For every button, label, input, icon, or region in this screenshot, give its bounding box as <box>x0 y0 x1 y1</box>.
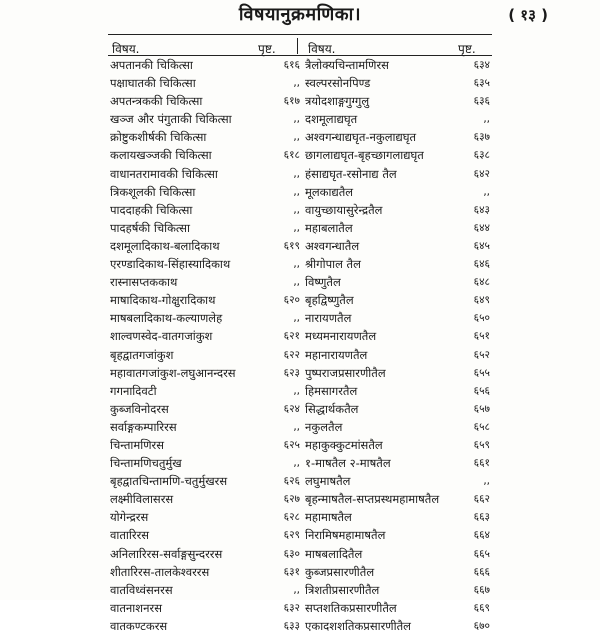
entry-subject: त्रिकशूलकी चिकित्सा <box>110 184 196 199</box>
entry-page: ६५१ <box>473 330 490 343</box>
header-top-rule <box>108 34 492 35</box>
entry-page: ६५९ <box>473 438 490 451</box>
index-entry <box>305 454 490 472</box>
entry-subject: महाबलातैल <box>305 220 353 235</box>
entry-page: ६६२ <box>473 493 490 506</box>
entry-page: ६६१ <box>473 457 490 470</box>
entry-page: ,, <box>293 457 300 470</box>
index-entry <box>110 56 300 74</box>
entry-subject: क्रोष्टुकशीर्षकी चिकित्सा <box>110 130 207 145</box>
index-entry <box>110 309 300 327</box>
index-entry <box>305 382 490 400</box>
entry-page: ६६९ <box>473 601 490 614</box>
entry-subject: त्रैलोक्यचिन्तामणिरस <box>305 58 389 72</box>
index-entry <box>110 110 300 128</box>
entry-page: ६३१ <box>283 565 300 578</box>
entry-page: ६५८ <box>473 420 490 433</box>
index-entry <box>110 508 300 526</box>
entry-page: ,, <box>483 475 490 488</box>
entry-page: ६३२ <box>283 601 300 614</box>
entry-subject: त्रयोदशाङ्गगुग्गुलु <box>305 94 370 109</box>
entry-page: ६२९ <box>283 529 300 542</box>
entry-page: ६६३ <box>473 511 490 524</box>
entry-page: ६४३ <box>473 203 490 216</box>
index-entry <box>305 617 490 635</box>
index-entry <box>110 74 300 92</box>
left-page-header: पृष्ट. <box>258 42 276 56</box>
index-entry <box>305 92 490 110</box>
entry-subject: बृहद्वातगजांकुश <box>110 347 174 362</box>
index-entry <box>110 454 300 472</box>
index-entry <box>110 165 300 183</box>
index-entry <box>305 364 490 382</box>
header-divider <box>297 38 298 54</box>
entry-page: ६२१ <box>283 330 300 343</box>
entry-subject: वाधानतरामावकी चिकित्सा <box>110 166 218 181</box>
entry-subject: त्रिशतीप्रसारणीतैल <box>305 582 380 597</box>
index-entry <box>110 617 300 635</box>
index-entry <box>305 400 490 418</box>
entry-subject: एकादशशतिकप्रसारणीतैल <box>305 618 411 633</box>
entry-subject: गगनादिवटी <box>110 383 157 398</box>
entry-subject: सिद्धार्थकतैल <box>305 401 359 416</box>
index-entry <box>305 291 490 309</box>
entry-page: ६१९ <box>283 239 300 252</box>
entry-page: ६३४ <box>473 59 490 71</box>
entry-subject: चिन्तामणिचतुर्मुख <box>110 456 182 471</box>
index-entry <box>110 436 300 454</box>
entry-page: ६३८ <box>473 149 490 162</box>
entry-page: ,, <box>483 185 490 198</box>
entry-page: ६२४ <box>283 402 300 415</box>
index-entry <box>110 526 300 544</box>
entry-subject: एरण्डादिकाथ-सिंहास्यादिकाथ <box>110 257 231 272</box>
entry-subject: निरामिषमहामाषतैल <box>305 528 386 543</box>
entry-subject: माषबलादिकाथ-कल्याणलेह <box>110 311 223 326</box>
index-entry <box>110 400 300 418</box>
entry-subject: सर्वाङ्गकम्पारिरस <box>110 419 177 434</box>
entry-subject: स्वल्परसोनपिण्ड <box>305 76 371 91</box>
index-entry <box>305 273 490 291</box>
entry-page: ६२३ <box>283 366 300 379</box>
entry-page: ,, <box>293 203 300 216</box>
entry-subject: महावातगजांकुश-लघुआनन्दरस <box>110 365 236 380</box>
index-entry <box>305 74 490 92</box>
index-entry <box>110 146 300 164</box>
entry-subject: अश्वगन्धातैल <box>305 238 360 253</box>
right-index-column <box>305 56 490 635</box>
entry-subject: योगेन्द्ररस <box>110 510 149 525</box>
entry-subject: खञ्ज और पंगुताकी चिकित्सा <box>110 112 232 127</box>
entry-page: ६५५ <box>473 366 490 379</box>
entry-subject: श्रीगोपाल तैल <box>305 257 361 272</box>
index-entry <box>305 526 490 544</box>
entry-page: ६१८ <box>283 149 300 162</box>
entry-page: ६६५ <box>473 547 490 560</box>
entry-subject: मूलकाद्यतैल <box>305 184 354 199</box>
entry-subject: रास्नासप्तककाथ <box>110 275 178 290</box>
entry-page: ६४९ <box>473 294 490 307</box>
index-entry <box>305 508 490 526</box>
entry-page: ६२० <box>283 294 300 307</box>
index-entry <box>110 364 300 382</box>
entry-subject: पादहर्षकी चिकित्सा <box>110 220 190 235</box>
entry-subject: शाल्वणस्वेद-वातगजांकुश <box>110 329 213 344</box>
page-title: विषयानुक्रमणिका। <box>238 4 362 25</box>
index-entry <box>305 563 490 581</box>
entry-page: ६२६ <box>283 475 300 488</box>
left-subject-header: विषय. <box>112 42 140 56</box>
entry-page: ६२८ <box>283 511 300 524</box>
entry-page: ६४६ <box>473 258 490 271</box>
entry-page: ६५० <box>473 312 490 325</box>
index-entry <box>305 56 490 74</box>
index-entry <box>305 237 490 255</box>
entry-subject: महामाषतैल <box>305 510 352 525</box>
right-page-header: पृष्ट. <box>458 42 476 56</box>
index-entry <box>110 291 300 309</box>
entry-page: ,, <box>293 258 300 271</box>
entry-subject: छागलाद्यघृत-बृहच्छागलाद्यघृत <box>305 148 424 163</box>
entry-page: ,, <box>483 113 490 126</box>
index-entry <box>110 327 300 345</box>
entry-page: ,, <box>293 131 300 144</box>
entry-subject: बृहन्माषतैल-सप्तप्रस्थमहामाषतैल <box>305 492 440 507</box>
index-entry <box>305 581 490 599</box>
entry-page: ६५२ <box>473 348 490 361</box>
entry-page: ६२७ <box>283 493 300 506</box>
entry-subject: बृहद्वातचिन्तामणि-चतुर्मुखरस <box>110 474 228 489</box>
index-entry <box>110 490 300 508</box>
left-index-column <box>110 56 300 635</box>
index-entry <box>110 183 300 201</box>
entry-subject: विष्णुतैल <box>305 275 341 290</box>
entry-subject: पाददाहकी चिकित्सा <box>110 202 193 217</box>
entry-subject: महाकुक्कुटमांसतैल <box>305 437 383 452</box>
entry-subject: कुब्जप्रसारणीतैल <box>305 564 375 579</box>
index-entry <box>305 418 490 436</box>
page-number: ( १३ ) <box>508 6 548 24</box>
entry-page: ,, <box>293 167 300 180</box>
index-entry <box>110 201 300 219</box>
entry-subject: सप्तशतिकप्रसारणीतैल <box>305 600 397 615</box>
entry-page: ६१७ <box>283 95 300 108</box>
entry-page: ६३३ <box>283 619 300 632</box>
entry-subject: वातकण्टकरस <box>110 618 168 633</box>
entry-page: ६४८ <box>473 276 490 289</box>
entry-page: ,, <box>293 583 300 596</box>
entry-subject: लघुमाषतैल <box>305 474 351 489</box>
entry-page: ६५६ <box>473 384 490 397</box>
index-entry <box>110 346 300 364</box>
index-entry <box>110 382 300 400</box>
entry-subject: पक्षाघातकी चिकित्सा <box>110 76 196 91</box>
entry-subject: वातनाशनरस <box>110 600 162 615</box>
index-entry <box>305 309 490 327</box>
index-entry <box>305 146 490 164</box>
entry-page: ६२५ <box>283 438 300 451</box>
index-entry <box>110 563 300 581</box>
entry-page: ,, <box>293 77 300 90</box>
entry-subject: शीतारिरस-तालकेश्वररस <box>110 564 210 579</box>
entry-subject: पुष्पराजप्रसारणीतैल <box>305 365 386 380</box>
entry-page: ६६४ <box>473 529 490 542</box>
index-entry <box>305 436 490 454</box>
entry-page: ६४५ <box>473 239 490 252</box>
index-entry <box>110 92 300 110</box>
entry-page: ६३७ <box>473 131 490 144</box>
index-entry <box>110 219 300 237</box>
entry-subject: नकुलतैल <box>305 419 343 434</box>
entry-page: ६३६ <box>473 95 490 108</box>
index-entry <box>110 418 300 436</box>
entry-subject: मध्यमनारायणतैल <box>305 329 377 344</box>
entry-subject: लक्ष्मीविलासरस <box>110 492 174 507</box>
entry-subject: बृहद्विष्णुतैल <box>305 293 354 308</box>
index-entry <box>110 545 300 563</box>
index-entry <box>110 599 300 617</box>
entry-page: ६५७ <box>473 402 490 415</box>
entry-subject: चिन्तामणिरस <box>110 437 165 452</box>
entry-page: ६६६ <box>473 565 490 578</box>
entry-page: ६७० <box>473 619 490 632</box>
index-entry <box>305 219 490 237</box>
entry-subject: दशमूलादिकाथ-बलादिकाथ <box>110 238 220 253</box>
index-entry <box>305 346 490 364</box>
entry-subject: कुब्जविनोदरस <box>110 401 169 416</box>
entry-subject: माषबलादितैल <box>305 546 363 561</box>
index-entry <box>110 255 300 273</box>
entry-page: ,, <box>293 312 300 325</box>
index-entry <box>305 255 490 273</box>
entry-page: ,, <box>293 221 300 234</box>
entry-page: ६२२ <box>283 348 300 361</box>
entry-subject: अपतन्त्रककी चिकित्सा <box>110 94 203 109</box>
entry-page: ,, <box>293 276 300 289</box>
entry-subject: अनिलारिरस-सर्वाङ्गसुन्दररस <box>110 546 223 561</box>
index-entry <box>305 128 490 146</box>
index-entry <box>305 545 490 563</box>
entry-subject: महानारायणतैल <box>305 347 368 362</box>
index-entry <box>110 472 300 490</box>
index-entry <box>305 165 490 183</box>
index-entry <box>305 327 490 345</box>
index-entry <box>305 201 490 219</box>
index-entry <box>305 110 490 128</box>
entry-subject: माषादिकाथ-गोक्षुरादिकाथ <box>110 293 216 308</box>
entry-page: ६१६ <box>283 59 300 71</box>
entry-page: ६४२ <box>473 167 490 180</box>
right-subject-header: विषय. <box>308 42 336 56</box>
entry-page: ,, <box>293 384 300 397</box>
entry-page: ,, <box>293 185 300 198</box>
index-entry <box>110 273 300 291</box>
entry-subject: कलायखञ्जकी चिकित्सा <box>110 148 212 163</box>
entry-subject: दशमूलाद्यघृत <box>305 112 358 127</box>
entry-subject: अपतानकी चिकित्सा <box>110 58 193 72</box>
index-entry <box>110 581 300 599</box>
index-entry <box>305 599 490 617</box>
entry-subject: नारायणतैल <box>305 311 352 326</box>
entry-subject: वातविध्वंसनरस <box>110 582 173 597</box>
entry-page: ६३५ <box>473 77 490 90</box>
entry-subject: हंसाद्यघृत-रसोनाद्य तैल <box>305 166 397 181</box>
index-entry <box>305 490 490 508</box>
entry-subject: १-माषतैल २-माषतैल <box>305 456 391 471</box>
entry-subject: वायुच्छायासुरेन्द्रतैल <box>305 202 383 217</box>
entry-page: ६३० <box>283 547 300 560</box>
entry-page: ,, <box>293 420 300 433</box>
index-entry <box>305 183 490 201</box>
entry-subject: वातारिरस <box>110 528 150 543</box>
entry-subject: हिमसागरतैल <box>305 383 358 398</box>
entry-page: ६६७ <box>473 583 490 596</box>
index-entry <box>110 237 300 255</box>
entry-subject: अश्वगन्धाद्यघृत-नकुलाद्यघृत <box>305 130 417 145</box>
index-entry <box>110 128 300 146</box>
index-entry <box>305 472 490 490</box>
entry-page: ,, <box>293 113 300 126</box>
entry-page: ६४४ <box>473 221 490 234</box>
